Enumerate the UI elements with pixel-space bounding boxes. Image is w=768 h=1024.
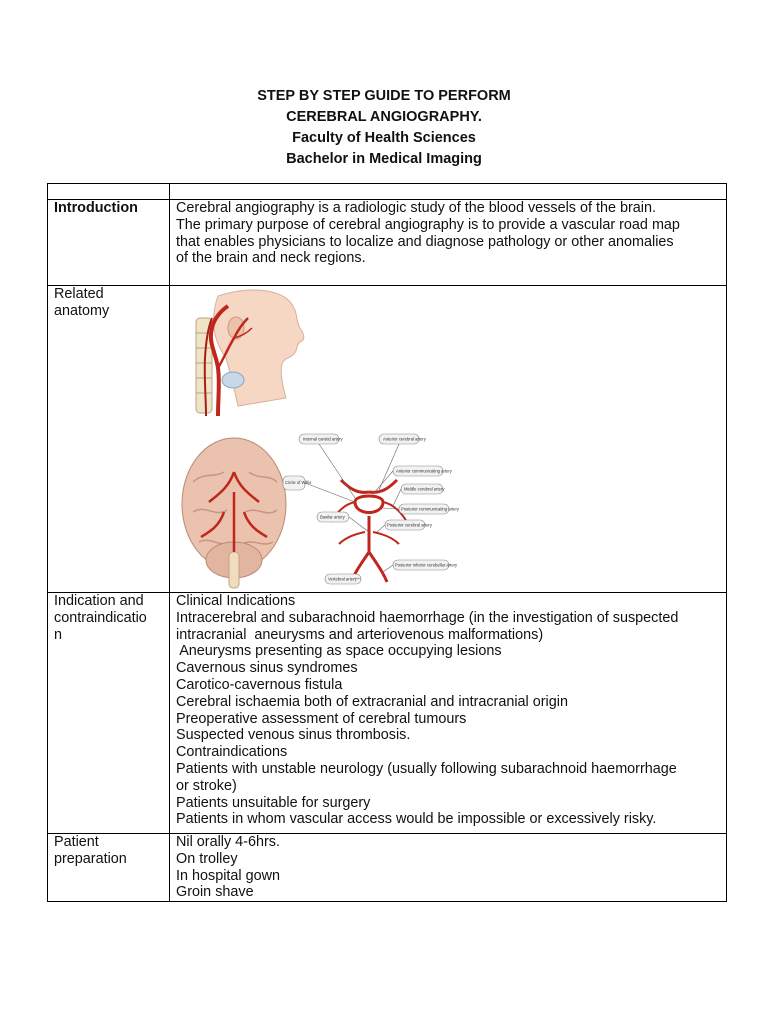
- list-item: Nil orally 4-6hrs.: [176, 834, 280, 850]
- indication-list: [176, 593, 720, 828]
- list-item: intracranial aneurysms and arteriovenous malformations): [176, 626, 544, 643]
- blank-content-cell: [170, 184, 727, 200]
- indication-label: Indication and contraindicatio n: [54, 593, 147, 643]
- faculty-line: Faculty of Health Sciences: [292, 130, 476, 146]
- label-posterior-communicating: Posterior communicating artery: [401, 506, 459, 512]
- label-internal-carotid: Internal carotid artery: [303, 436, 343, 442]
- brain-arteries-illustration: [179, 432, 459, 592]
- anatomy-label: Related anatomy: [54, 286, 110, 319]
- label-anterior-cerebral: Anterior cerebral artery: [383, 436, 426, 442]
- list-item: Patients unsuitable for surgery: [176, 794, 371, 811]
- list-item: Clinical Indications: [176, 593, 296, 609]
- table-row-blank: [48, 184, 727, 200]
- label-circle-of-willis: Circle of Willis: [285, 480, 312, 485]
- introduction-content-cell: [170, 200, 727, 286]
- preparation-label: Patient preparation: [54, 834, 127, 867]
- introduction-text: Cerebral angiography is a radiologic study of the blood vessels of the brain. The primary purpose of cerebral angiography is to provide a vascular road map that enables physicians to localize and diagnose pathology or other anomalies of the brain and neck regions.: [176, 200, 680, 267]
- table-row-preparation: [48, 834, 727, 902]
- indication-content-cell: [170, 593, 727, 834]
- blank-label-cell: [48, 184, 170, 200]
- list-item: On trolley: [176, 850, 238, 867]
- introduction-label: Introduction: [54, 200, 138, 216]
- neck-vessels-illustration: [178, 288, 378, 418]
- label-vertebral: Vertebral artery: [328, 576, 357, 582]
- list-item: Cavernous sinus syndromes: [176, 660, 358, 677]
- list-item: Cerebral ischaemia both of extracranial and intracranial origin: [176, 693, 568, 710]
- label-posterior-cerebral: Posterior cerebral artery: [387, 522, 432, 528]
- title-line-1: STEP BY STEP GUIDE TO PERFORM: [257, 88, 511, 104]
- indication-label-cell: [48, 593, 170, 834]
- table-row-anatomy: [48, 286, 727, 593]
- anatomy-content-cell: [170, 286, 727, 593]
- list-item: Aneurysms presenting as space occupying lesions: [176, 643, 502, 660]
- list-item: Groin shave: [176, 884, 254, 901]
- preparation-label-cell: [48, 834, 170, 902]
- introduction-label-cell: [48, 200, 170, 286]
- table-row-indication: [48, 593, 727, 834]
- table-row-introduction: [48, 200, 727, 286]
- list-item: Contraindications: [176, 744, 288, 761]
- list-item: or stroke): [176, 777, 237, 794]
- list-item: Patients with unstable neurology (usually following subarachnoid haemorrhage: [176, 760, 677, 777]
- list-item: Suspected venous sinus thrombosis.: [176, 727, 411, 744]
- document-header: [0, 86, 768, 170]
- list-item: Patients in whom vascular access would be impossible or excessively risky.: [176, 811, 657, 828]
- procedure-table: [47, 183, 727, 902]
- label-basilar: Basilar artery: [320, 514, 345, 520]
- list-item: Preoperative assessment of cerebral tumours: [176, 710, 467, 727]
- preparation-list: [176, 834, 720, 901]
- label-anterior-communicating: Anterior communicating artery: [396, 468, 452, 474]
- label-posterior-inferior-cerebellar: Posterior inferior cerebellar artery: [395, 562, 458, 568]
- list-item: Intracerebral and subarachnoid haemorrhage (in the investigation of suspected: [176, 609, 679, 626]
- list-item: In hospital gown: [176, 867, 281, 884]
- preparation-content-cell: [170, 834, 727, 902]
- title-line-2: CEREBRAL ANGIOGRAPHY.: [286, 109, 482, 125]
- anatomy-label-cell: [48, 286, 170, 593]
- program-line: Bachelor in Medical Imaging: [286, 151, 482, 167]
- label-middle-cerebral: Middle cerebral artery: [404, 486, 445, 492]
- list-item: Carotico-cavernous fistula: [176, 676, 343, 693]
